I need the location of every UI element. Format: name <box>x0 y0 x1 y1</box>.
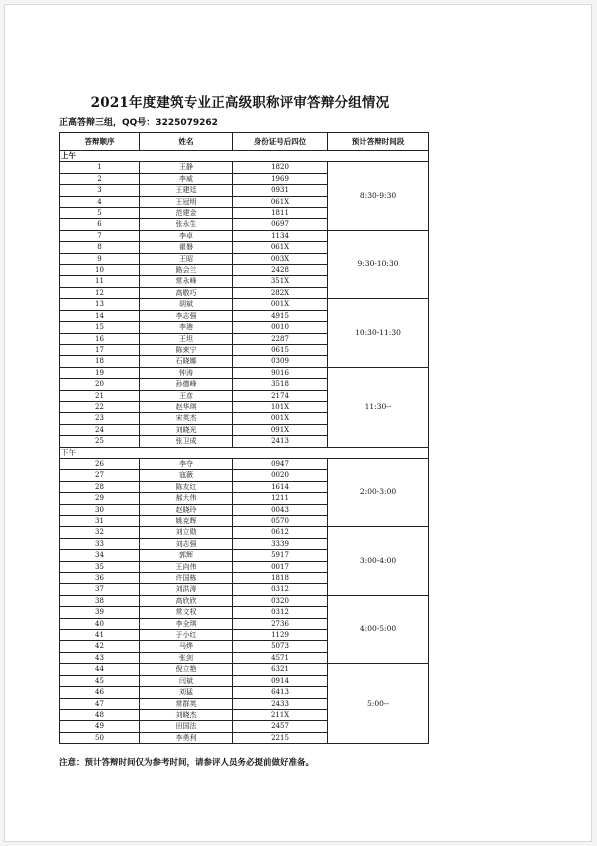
table-row <box>60 458 429 469</box>
order-cell: 11 <box>60 276 140 287</box>
name-cell: 李全琪 <box>140 618 233 629</box>
id-last4-cell: 091X <box>233 424 328 435</box>
id-last4-cell: 0043 <box>233 504 328 515</box>
id-last4-cell: 351X <box>233 276 328 287</box>
order-cell: 24 <box>60 424 140 435</box>
order-cell: 38 <box>60 595 140 606</box>
table-row <box>60 595 429 606</box>
name-cell: 李威 <box>140 173 233 184</box>
name-cell: 王彦 <box>140 390 233 401</box>
table-row <box>60 664 429 675</box>
table-row <box>60 230 429 241</box>
id-last4-cell: 0612 <box>233 527 328 538</box>
group-info: 正高答辩三组，QQ号：3225079262 <box>59 118 218 128</box>
order-cell: 39 <box>60 607 140 618</box>
order-cell: 30 <box>60 504 140 515</box>
time-slot-cell: 9:30-10:30 <box>328 230 429 298</box>
page-title: 2021年度建筑专业正高级职称评审答辩分组情况 <box>90 95 390 111</box>
table-body <box>60 151 429 744</box>
id-last4-cell: 2413 <box>233 436 328 447</box>
name-cell: 王坦 <box>140 333 233 344</box>
name-cell: 路会兰 <box>140 265 233 276</box>
id-last4-cell: 1211 <box>233 493 328 504</box>
table-row <box>60 162 429 173</box>
order-cell: 33 <box>60 538 140 549</box>
schedule-table <box>59 132 429 744</box>
order-cell: 6 <box>60 219 140 230</box>
name-cell: 李港 <box>140 322 233 333</box>
name-cell: 胡斌 <box>140 299 233 310</box>
time-slot-cell: 2:00-3:00 <box>328 458 429 526</box>
name-cell: 宋英杰 <box>140 413 233 424</box>
name-cell: 寇薇 <box>140 470 233 481</box>
time-slot-cell: 11:30-- <box>328 367 429 447</box>
section-row <box>60 151 429 162</box>
order-cell: 2 <box>60 173 140 184</box>
name-cell: 赵晓玲 <box>140 504 233 515</box>
order-cell: 17 <box>60 344 140 355</box>
order-cell: 46 <box>60 687 140 698</box>
header-name: 姓名 <box>140 133 233 151</box>
name-cell: 刘洪涛 <box>140 584 233 595</box>
id-last4-cell: 0914 <box>233 675 328 686</box>
order-cell: 8 <box>60 242 140 253</box>
order-cell: 1 <box>60 162 140 173</box>
id-last4-cell: 0312 <box>233 607 328 618</box>
id-last4-cell: 3339 <box>233 538 328 549</box>
order-cell: 9 <box>60 253 140 264</box>
id-last4-cell: 0615 <box>233 344 328 355</box>
id-last4-cell: 0697 <box>233 219 328 230</box>
name-cell: 李卓 <box>140 230 233 241</box>
name-cell: 于小红 <box>140 630 233 641</box>
order-cell: 48 <box>60 709 140 720</box>
id-last4-cell: 1129 <box>233 630 328 641</box>
id-last4-cell: 5073 <box>233 641 328 652</box>
id-last4-cell: 0010 <box>233 322 328 333</box>
id-last4-cell: 3518 <box>233 379 328 390</box>
order-cell: 16 <box>60 333 140 344</box>
order-cell: 34 <box>60 550 140 561</box>
order-cell: 28 <box>60 481 140 492</box>
id-last4-cell: 2457 <box>233 721 328 732</box>
name-cell: 石晓娜 <box>140 356 233 367</box>
id-last4-cell: 9016 <box>233 367 328 378</box>
name-cell: 高敬巧 <box>140 287 233 298</box>
id-last4-cell: 6321 <box>233 664 328 675</box>
order-cell: 44 <box>60 664 140 675</box>
order-cell: 10 <box>60 265 140 276</box>
id-last4-cell: 061X <box>233 196 328 207</box>
name-cell: 倪立艳 <box>140 664 233 675</box>
id-last4-cell: 0312 <box>233 584 328 595</box>
time-slot-cell: 3:00-4:00 <box>328 527 429 595</box>
name-cell: 张剑 <box>140 652 233 663</box>
order-cell: 15 <box>60 322 140 333</box>
name-cell: 郭辉 <box>140 550 233 561</box>
id-last4-cell: 0017 <box>233 561 328 572</box>
id-last4-cell: 6413 <box>233 687 328 698</box>
order-cell: 43 <box>60 652 140 663</box>
order-cell: 31 <box>60 516 140 527</box>
name-cell: 张卫成 <box>140 436 233 447</box>
order-cell: 29 <box>60 493 140 504</box>
name-cell: 王建廷 <box>140 185 233 196</box>
order-cell: 19 <box>60 367 140 378</box>
order-cell: 4 <box>60 196 140 207</box>
section-label: 上午 <box>60 151 429 162</box>
name-cell: 李勇利 <box>140 732 233 743</box>
id-last4-cell: 101X <box>233 401 328 412</box>
name-cell: 闫斌 <box>140 675 233 686</box>
name-cell: 王昭 <box>140 253 233 264</box>
order-cell: 27 <box>60 470 140 481</box>
order-cell: 22 <box>60 401 140 412</box>
order-cell: 18 <box>60 356 140 367</box>
id-last4-cell: 1820 <box>233 162 328 173</box>
id-last4-cell: 5917 <box>233 550 328 561</box>
id-last4-cell: 001X <box>233 413 328 424</box>
section-row <box>60 447 429 458</box>
order-cell: 21 <box>60 390 140 401</box>
id-last4-cell: 282X <box>233 287 328 298</box>
name-cell: 李志强 <box>140 310 233 321</box>
name-cell: 钟涛 <box>140 367 233 378</box>
order-cell: 14 <box>60 310 140 321</box>
name-cell: 范建金 <box>140 208 233 219</box>
order-cell: 41 <box>60 630 140 641</box>
order-cell: 5 <box>60 208 140 219</box>
name-cell: 王冠明 <box>140 196 233 207</box>
name-cell: 高欣欣 <box>140 595 233 606</box>
name-cell: 刘晓杰 <box>140 709 233 720</box>
id-last4-cell: 1134 <box>233 230 328 241</box>
order-cell: 26 <box>60 458 140 469</box>
name-cell: 张永生 <box>140 219 233 230</box>
order-cell: 49 <box>60 721 140 732</box>
name-cell: 常文权 <box>140 607 233 618</box>
name-cell: 刘立勋 <box>140 527 233 538</box>
id-last4-cell: 4915 <box>233 310 328 321</box>
order-cell: 12 <box>60 287 140 298</box>
name-cell: 赵华琪 <box>140 401 233 412</box>
name-cell: 陈友红 <box>140 481 233 492</box>
name-cell: 常群英 <box>140 698 233 709</box>
name-cell: 王静 <box>140 162 233 173</box>
id-last4-cell: 0309 <box>233 356 328 367</box>
id-last4-cell: 0020 <box>233 470 328 481</box>
name-cell: 李夺 <box>140 458 233 469</box>
order-cell: 7 <box>60 230 140 241</box>
time-slot-cell: 5:00-- <box>328 664 429 744</box>
id-last4-cell: 001X <box>233 299 328 310</box>
id-last4-cell: 2736 <box>233 618 328 629</box>
table-row <box>60 299 429 310</box>
name-cell: 常永峰 <box>140 276 233 287</box>
table-header-row <box>60 133 429 151</box>
footer-note: 注意：预计答辩时间仅为参考时间，请参评人员务必提前做好准备。 <box>59 758 315 768</box>
order-cell: 35 <box>60 561 140 572</box>
id-last4-cell: 0570 <box>233 516 328 527</box>
order-cell: 32 <box>60 527 140 538</box>
id-last4-cell: 2174 <box>233 390 328 401</box>
name-cell: 郝大伟 <box>140 493 233 504</box>
order-cell: 40 <box>60 618 140 629</box>
header-order: 答辩顺序 <box>60 133 140 151</box>
id-last4-cell: 0931 <box>233 185 328 196</box>
order-cell: 23 <box>60 413 140 424</box>
id-last4-cell: 1969 <box>233 173 328 184</box>
name-cell: 姚克辉 <box>140 516 233 527</box>
name-cell: 许国栋 <box>140 573 233 584</box>
id-last4-cell: 1614 <box>233 481 328 492</box>
order-cell: 3 <box>60 185 140 196</box>
id-last4-cell: 061X <box>233 242 328 253</box>
order-cell: 13 <box>60 299 140 310</box>
id-last4-cell: 2428 <box>233 265 328 276</box>
time-slot-cell: 10:30-11:30 <box>328 299 429 367</box>
name-cell: 刘猛 <box>140 687 233 698</box>
section-label: 下午 <box>60 447 429 458</box>
order-cell: 20 <box>60 379 140 390</box>
order-cell: 36 <box>60 573 140 584</box>
order-cell: 50 <box>60 732 140 743</box>
name-cell: 王向伟 <box>140 561 233 572</box>
id-last4-cell: 2287 <box>233 333 328 344</box>
name-cell: 陈束宁 <box>140 344 233 355</box>
id-last4-cell: 4571 <box>233 652 328 663</box>
id-last4-cell: 1811 <box>233 208 328 219</box>
id-last4-cell: 2433 <box>233 698 328 709</box>
id-last4-cell: 003X <box>233 253 328 264</box>
name-cell: 孙德峰 <box>140 379 233 390</box>
id-last4-cell: 211X <box>233 709 328 720</box>
order-cell: 45 <box>60 675 140 686</box>
header-id-last4: 身份证号后四位 <box>233 133 328 151</box>
time-slot-cell: 4:00-5:00 <box>328 595 429 663</box>
order-cell: 37 <box>60 584 140 595</box>
name-cell: 刘晓光 <box>140 424 233 435</box>
order-cell: 25 <box>60 436 140 447</box>
name-cell: 田国法 <box>140 721 233 732</box>
id-last4-cell: 2215 <box>233 732 328 743</box>
name-cell: 马烨 <box>140 641 233 652</box>
name-cell: 翟磐 <box>140 242 233 253</box>
document-page <box>4 4 592 842</box>
id-last4-cell: 0320 <box>233 595 328 606</box>
order-cell: 42 <box>60 641 140 652</box>
id-last4-cell: 0947 <box>233 458 328 469</box>
time-slot-cell: 8:30-9:30 <box>328 162 429 230</box>
name-cell: 刘志强 <box>140 538 233 549</box>
id-last4-cell: 1818 <box>233 573 328 584</box>
table-row <box>60 527 429 538</box>
table-row <box>60 367 429 378</box>
order-cell: 47 <box>60 698 140 709</box>
header-time-slot: 预计答辩时间段 <box>328 133 429 151</box>
